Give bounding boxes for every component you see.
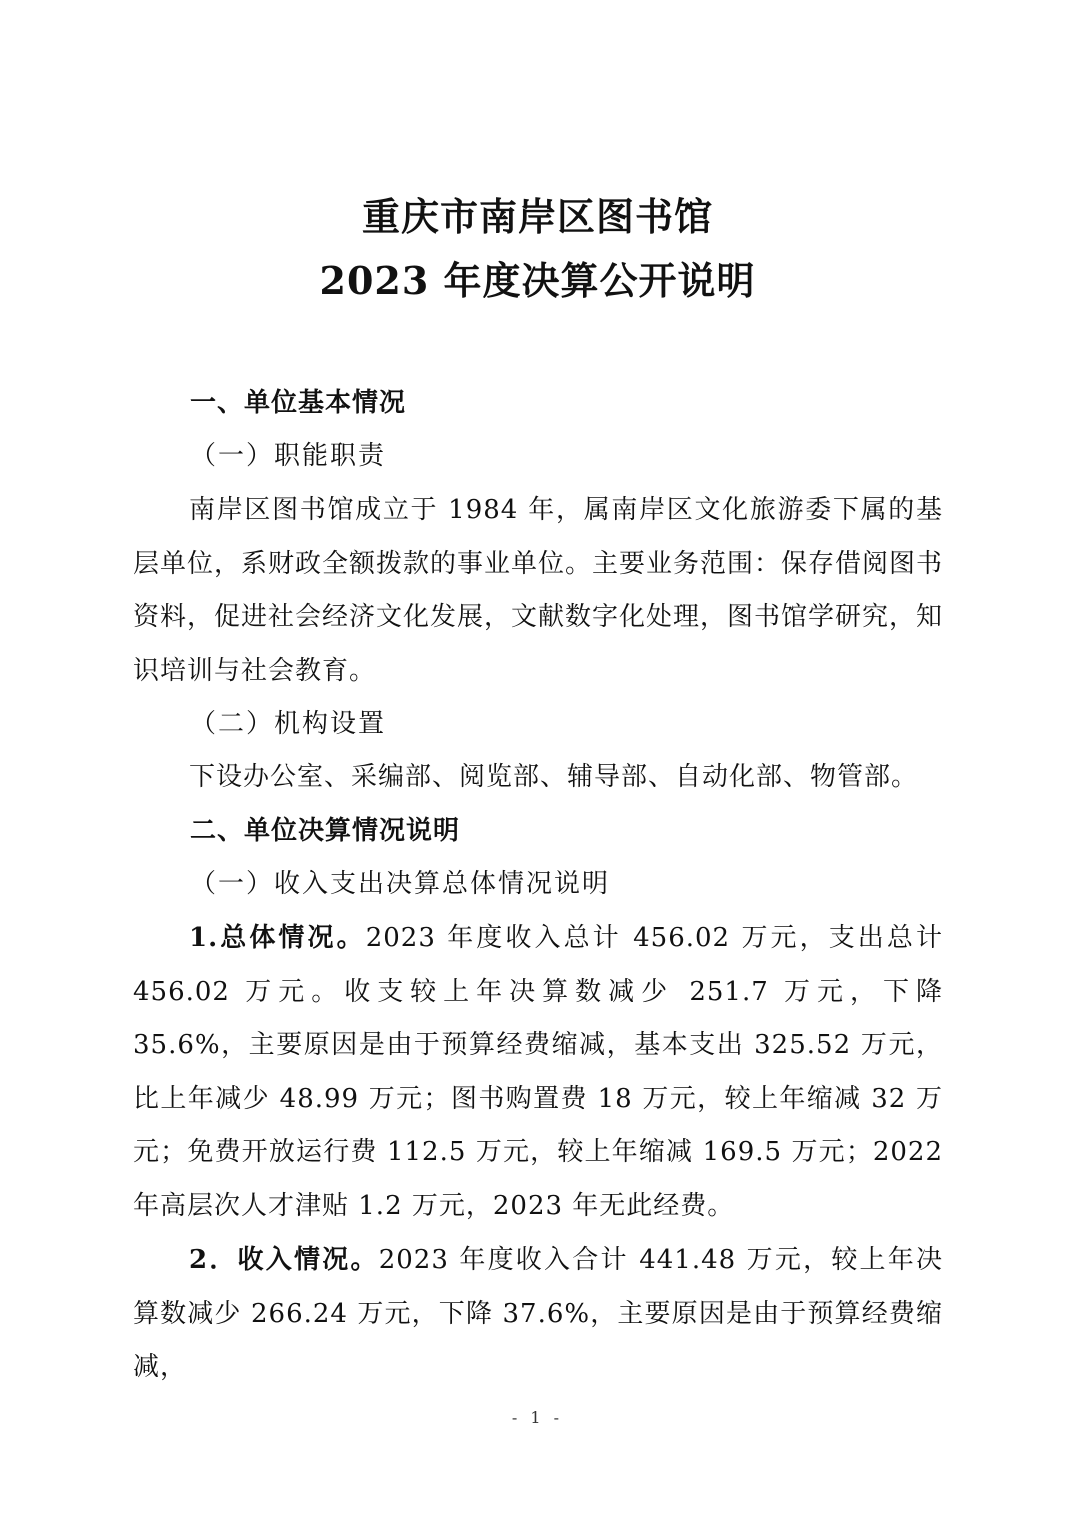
- document-title-line2: 2023 年度决算公开说明: [319, 258, 756, 303]
- paragraph-organization: 下设办公室、采编部、阅览部、辅导部、自动化部、物管部。: [189, 762, 919, 792]
- section-heading-final-accounts: 二、单位决算情况说明: [190, 816, 461, 846]
- subheading-income-expenditure: （一）收入支出决算总体情况说明: [190, 869, 611, 899]
- subheading-functions: （一）职能职责: [190, 441, 387, 471]
- text-income: 2023 年度收入合计 441.48 万元，较上年决算数减少 266.24 万元，下降 37.6%，主要原因是由于预算经费缩减，: [133, 1245, 944, 1382]
- subheading-organization: （二）机构设置: [190, 709, 387, 739]
- section-heading-basic-info: 一、单位基本情况: [190, 388, 407, 418]
- document-title-line1: 重庆市南岸区图书馆: [361, 194, 713, 239]
- label-overall: 1.总体情况。: [189, 923, 366, 953]
- paragraph-income: [133, 1234, 943, 1395]
- label-income: 2．收入情况。: [189, 1245, 379, 1275]
- page-number: - 1 -: [511, 1408, 564, 1427]
- paragraph-overall: [133, 912, 943, 1233]
- paragraph-functions: 南岸区图书馆成立于 1984 年，属南岸区文化旅游委下属的基层单位，系财政全额拨款的事业单位。主要业务范围：保存借阅图书资料，促进社会经济文化发展，文献数字化处理，图书馆学研究，知识培训与社会教育。: [133, 495, 944, 686]
- text-overall: 2023 年度收入总计 456.02 万元，支出总计 456.02 万元。收支较上年决算数减少 251.7 万元，下降 35.6%，主要原因是由于预算经费缩减，基本支出 325.52 万元，比上年减少 48.99 万元；图书购置费 18 万元，较上年缩减 32 万元；免费开放运行费 112.5 万元，较上年缩减 169.5 万元；2022 年高层次人才津贴 1.2 万元，2023 年无此经费。: [133, 923, 943, 1221]
